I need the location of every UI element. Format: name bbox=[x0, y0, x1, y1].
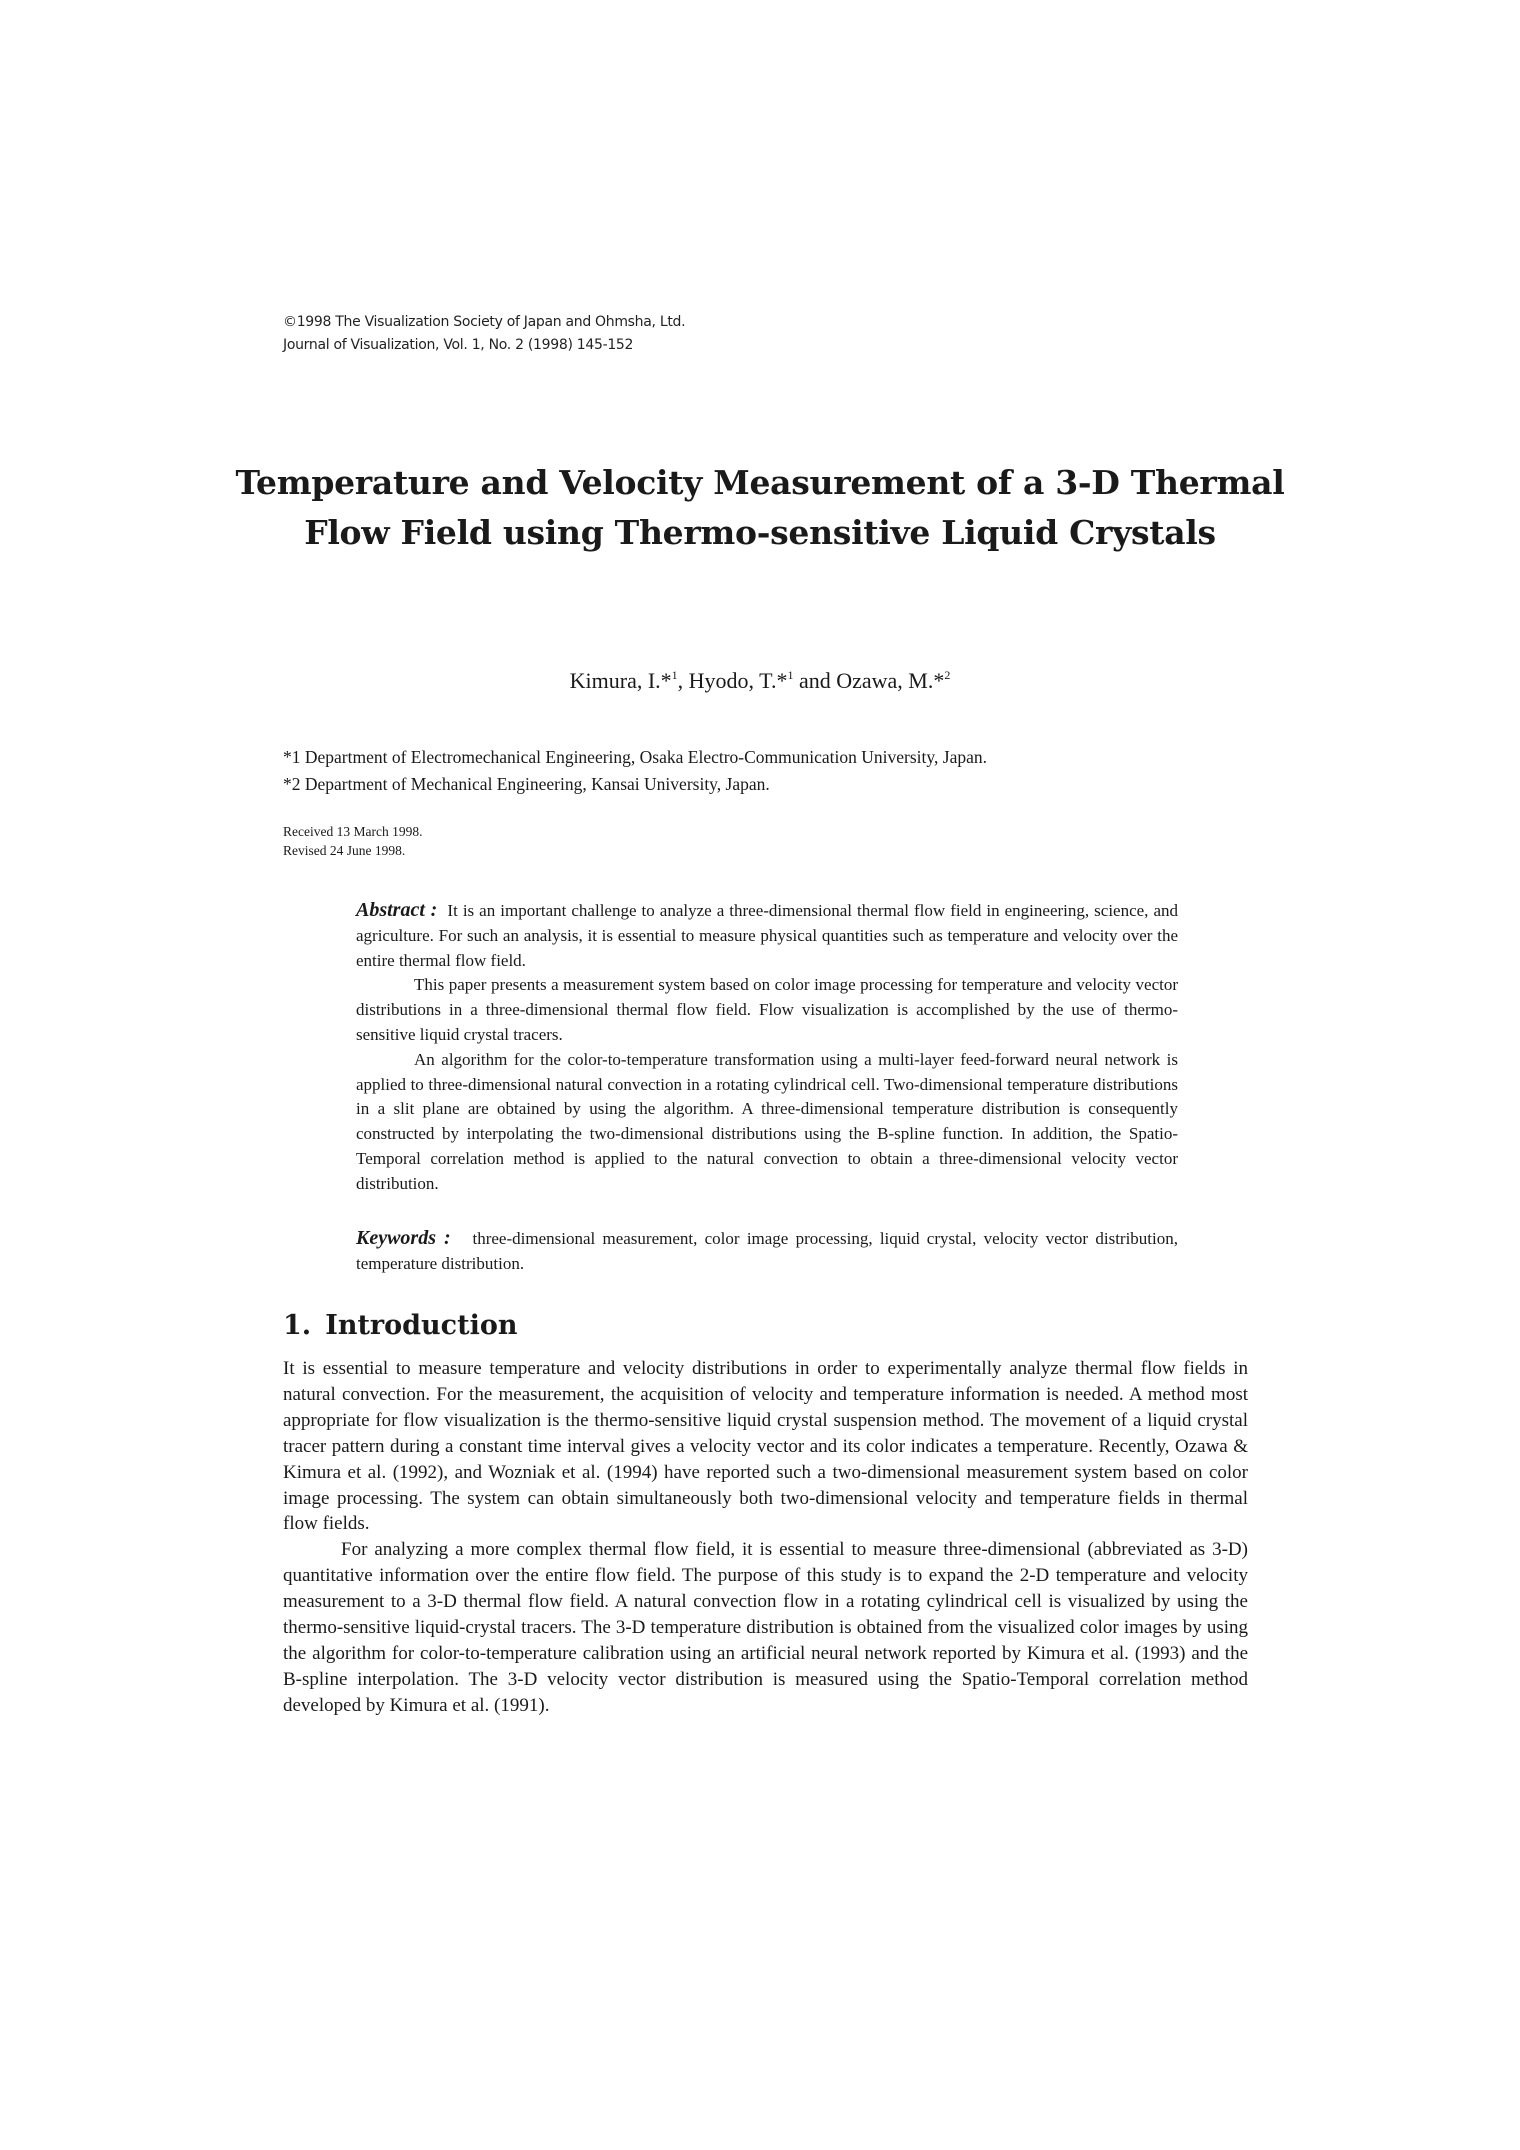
keywords-text: three-dimensional measurement, color image processing, liquid crystal, velocity vector distribution, temperature distribution. bbox=[356, 1229, 1179, 1273]
abstract-text-1: It is an important challenge to analyze a three-dimensional thermal flow field in engineering, science, and agriculture. For such an analysis, it is essential to measure physical quantities such as temperature and velocity over the entire thermal flow field. bbox=[356, 901, 1178, 970]
intro-paragraph-2: For analyzing a more complex thermal flow field, it is essential to measure three-dimensional (abbreviated as 3-D) quantitative information over the entire flow field. The purpose of this study is to expand the 2-D temperature and velocity measurement to a 3-D thermal flow field. A natural convection flow in a rotating cylindrical cell is visualized by using the thermo-sensitive liquid-crystal tracers. The 3-D temperature distribution is obtained from the visualized color images by using the algorithm for color-to-temperature calibration using an artificial neural network reported by Kimura et al. (1993) and the B-spline interpolation. The 3-D velocity vector distribution is measured using the Spatio-Temporal correlation method developed by Kimura et al. (1991). bbox=[283, 1539, 1248, 1716]
revised-date: Revised 24 June 1998. bbox=[283, 843, 406, 858]
section-number: 1. bbox=[283, 1310, 312, 1341]
author-ozawa: and Ozawa, M.* bbox=[793, 668, 945, 693]
title-line-1: Temperature and Velocity Measurement of a 3-D Thermal bbox=[235, 463, 1285, 502]
author-kimura: Kimura, I.* bbox=[569, 668, 672, 693]
abstract-paragraph-1 bbox=[356, 898, 1178, 973]
abstract-paragraph-3: An algorithm for the color-to-temperature transformation using a multi-layer feed-forward neural network is applied to three-dimensional natural convection in a rotating cylindrical cell. Two-dimensional temperature distributions in a slit plane are obtained by using the algorithm. A three-dimensional temperature distribution is consequently constructed by interpolating the two-dimensional distributions using the B-spline function. In addition, the Spatio-Temporal correlation method is applied to the natural convection to obtain a three-dimensional velocity vector distribution. bbox=[356, 1049, 1178, 1193]
abstract-paragraph-2: This paper presents a measurement system based on color image processing for temperature and velocity vector distributions in a three-dimensional thermal flow field. Flow visualization is accomplished by the use of thermo-sensitive liquid crystal tracers. bbox=[356, 975, 1178, 1044]
abstract bbox=[356, 898, 1178, 1197]
affiliation-1: *1 Department of Electromechanical Engineering, Osaka Electro-Communication University, Japan. bbox=[283, 747, 987, 767]
author-list bbox=[220, 666, 1300, 696]
affiliation-2: *2 Department of Mechanical Engineering, Kansai University, Japan. bbox=[283, 774, 770, 794]
section-heading-introduction bbox=[283, 1308, 517, 1344]
journal-citation: Journal of Visualization, Vol. 1, No. 2 (1998) 145-152 bbox=[283, 337, 634, 353]
section-title: Introduction bbox=[325, 1310, 518, 1341]
author-ozawa-affil: 2 bbox=[944, 668, 951, 682]
author-hyodo: , Hyodo, T.* bbox=[677, 668, 788, 693]
intro-paragraph-1: It is essential to measure temperature and velocity distributions in order to experimentally analyze thermal flow fields in natural convection. For the measurement, the acquisition of velocity and temperature information is needed. A method most appropriate for flow visualization is the thermo-sensitive liquid crystal suspension method. The movement of a liquid crystal tracer pattern during a constant time interval gives a velocity vector and its color indicates a temperature. Recently, Ozawa & Kimura et al. (1992), and Wozniak et al. (1994) have reported such a two-dimensional measurement system based on color image processing. The system can obtain simultaneously both two-dimensional velocity and temperature fields in thermal flow fields. bbox=[283, 1358, 1248, 1535]
title-line-2: Flow Field using Thermo-sensitive Liquid Crystals bbox=[304, 513, 1216, 552]
affiliations bbox=[283, 744, 987, 798]
keywords bbox=[356, 1226, 1178, 1276]
received-date: Received 13 March 1998. bbox=[283, 824, 423, 839]
author-kimura-affil: 1 bbox=[671, 668, 678, 682]
introduction-body bbox=[283, 1356, 1248, 1719]
keywords-label: Keywords : bbox=[356, 1227, 451, 1249]
author-hyodo-affil: 1 bbox=[787, 668, 794, 682]
submission-dates bbox=[283, 822, 422, 860]
abstract-label: Abstract : bbox=[356, 899, 438, 921]
paper-title bbox=[220, 458, 1300, 558]
journal-header bbox=[283, 311, 685, 357]
copyright-line: ©1998 The Visualization Society of Japan and Ohmsha, Ltd. bbox=[283, 314, 686, 330]
